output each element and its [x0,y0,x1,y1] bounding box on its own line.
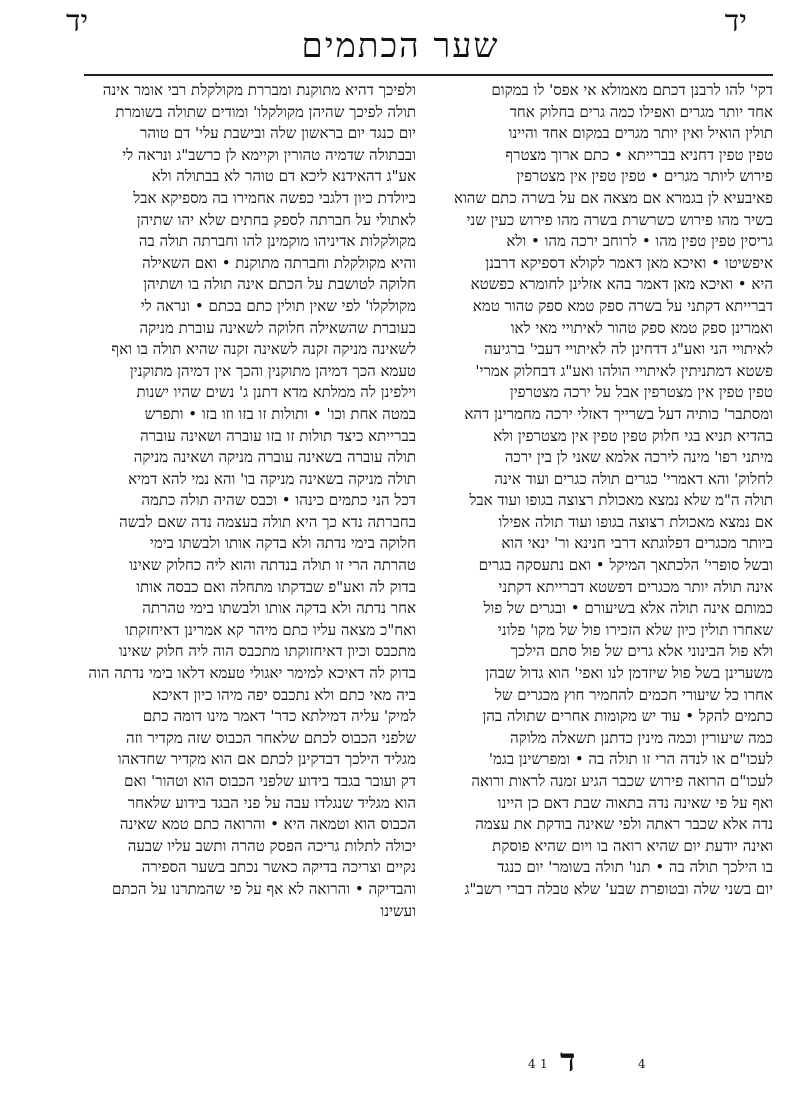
header-rule [84,74,773,76]
left-column-text: ולפיכך דהיא מתוקנת ומבררת מקולקלת רבי אומר אינה תולה לפיכך שהיהן מקולקלו' ומודים שתולה בשומרת יום כנגד יום בראשון שלה ובישבת עלי' דם טוהר ובבתולה שדמיה טהורין וקיימא לן כרשב"ג ונראה לי אע"ג דהאידנא ליכא דם טוהר לא בבתולה ולא ביולדת כיון דלגבי כפשה אחמירו בה מספיקא אבל לאתולי על חברתה לספק בחתים שלא יהו שתיהן מקולקלות אדיניהו מוקמינן להו וחברתה תולה בה והיא מקולקלת וחברתה מתוקנת • ואם השאילה חלוקה לטושבת על הכתם אינה תולה בו ושתיהן מקולקלו' לפי שאין תולין כתם בכתם • ונראה לי בעוברת שהשאילה חלוקה לשאינה עוברת מניקה לשאינה מניקה זקנה לשאינה זקנה שהיא תולה בו ואף טעמא הכך דמיהן מתוקנין והכך אין דמיהן מתוקנין וילפינן לה ממלתא מדא דתנן ג' נשים שהיו ישנות במטה אחת וכו' • ותולות זו בזו וזו בזו • ותפרש בברייתא כיצד תולות זו בזו עוברה ושאינה עוברה תולה עוברה בשאינה עוברה מניקה ושאינה מניקה תולה מניקה בשאינה מניקה בו' והא נמי להא דמיא דכל הני כתמים כינהו • וכבס שהיה תולה כתמה בחברתה נדא כך היא תולה בעצמה נדה שאם לבשה חלוקה בימי נדתה ולא בדקה אותו ולבשתו בימי טהרתה הרי זו תולה בנדתה והוא ליה כחלוק שאינו בדוק לה ואע"פ שבדקתו מתחלה ואם כבסה אותו אחר נדתה ולא בדקה אותו ולבשתו בימי טהרתה ואח"כ מצאה עליו כתם מיהר קא אמרינן דאיחזקתו מתכבס וכיון דאיחזוקתו מתכבס הוה ליה חלוק שאינו בדוק לה דאיכא למימר יאגולי טעמא דלאו בימי נדתה הוה ביה מאי כתם ולא נתכבס יפה מיהו כיון דאיכא למיק' עליה דמילתא כדר' דאמר מינו דומה כתם שלפני הכבוס לכתם שלאחר הכבוס שזה מקדיר וזה מגליד הילכך דבדקינן לכתם אם הוא מקדיר שחדאהו דק ועובר בגבד בידוע שלפני הכבוס הוא וטהור' ואם הוא מגליד שנגלדו עבה על פני הבגד בידוע שלאחר הכבוס הוא וטמאה היא • והרואה כתם טמא שאינה יכולה לתלות גריכה הפסק טהרה ותשב עליו שבעה נקיים וצריכה בדיקה כאשר נכתב בשער הספירה והבדיקה • והרואה לא אף על פי שהמתרנו על הכתם ועשינו [88,81,416,920]
right-column [441,80,773,1030]
right-column-text: דקי' להו לרבנן דכתם מאמולא אי אפס' לו במקום אחד יותר מגרים ואפילו כמה גרים בחלוק אחד תולין הואיל ואין יותר מגרים במקום אחד והיינו טפין טפין דחניא בברייתא • כתם ארוך מצטרף פירוש ליותר מגרים • טפין טפין אין מצטרפין פאיבעיא לן בגמרא אם מצאה אם על בשרה כתם שהוא בשיר מהו פירוש כשרשרת בשרה מהו פירוש כעין שני גריסין טפין טפין מהו • לרוחב ירכה מהו • ולא איפשיטו • ואיכא מאן דאמר לקולא דספיקא דרבנן היא • ואיכא מאן דאמר בהא אזלינן לחומרא כפשטא דברייתא דקתני על בשרה ספק טמא ספק טהור טמא ואמרינן ספק טמא ספק טהור לאיתויי מאי לאו לאיתויי הני ואע"ג דדחינן לה לאיתויי דעבי' ברגיעה פשטא דמתניתין לאיתויי הולהו ואע"ג דבחלוק אמרי' טפין טפין אין מצטרפין אבל על ירכה מצטרפין ומסתבר' כותיה דעל בשרייך דאזלי ירכה מחמרינן דהא בהדיא תניא בגי חלוק טפין טפין אין מצטרפין ולא מיתני רפו' מינה לירכה אלמא שאני לן בין ירכה לחלוק' והא דאמרי' כגרים תולה כגרים ועוד אינה תולה ה"מ שלא נמצא מאכולת רצוצה בגופו ועוד אבל אם נמצא מאכולת רצוצה בגופו ועוד תולה אפילו ביותר מכגרים דפלוגתא דרבי חנינא ור' ינאי הוא ובשל סופרי' הלכתאך המיקל • ואם נתעסקה בגרים אינה תולה יותר מכגרים דפשטא דברייתא דקתני כמותם אינה תולה אלא בשיעורם • ובגרים של פול שאחרו תולין כיון שלא הזכירו פול של מקו' פלוני ולא פול הבינוני אלא גרים של פול סתם הילכך משערינן בשל פול שיזדמן לנו ואפי' הוא גדול שבהן אחרו כל שיעורי חכמים להחמיר חוץ מכגרים של כתמים להקל • עוד יש מקומות אחרים שתולה בהן כמה שיעורין וכמה מינין כדתנן תשאלה מלוקה לעכו"ם או לנדה הרי זו תולה בה • ומפרשינן בגמ' לעכו"ם הרואה פירוש שכבר הגיע זמנה לראות ורואה ואף על פי שאינה נדה בתאוה שבת דאם כן היינו נדה אלא שכבר ראתה ולפי שאינה בודקת את עצמה ואינה יודעת יום שהיא רואה בו ויום שהיא פוסקת בו הילכך תולה בה • תנו' תולה בשומר' יום כנגד יום בשני שלה ובטופרת שבע' שלא טבלה דברי רשב"ג [453,81,773,898]
page-footer [440,1040,770,1080]
left-column [84,80,416,1030]
page-header [40,4,761,66]
page-number-right: יד [724,4,747,39]
running-title: שער הכתמים [301,25,500,66]
signature-letter: ד [560,1041,576,1079]
signature-number: 4 [528,1057,536,1071]
text-columns [84,80,773,1030]
signature-number: 1 [540,1057,548,1071]
page-number-left: יד [66,4,89,39]
signature-number: 4 [638,1057,646,1071]
